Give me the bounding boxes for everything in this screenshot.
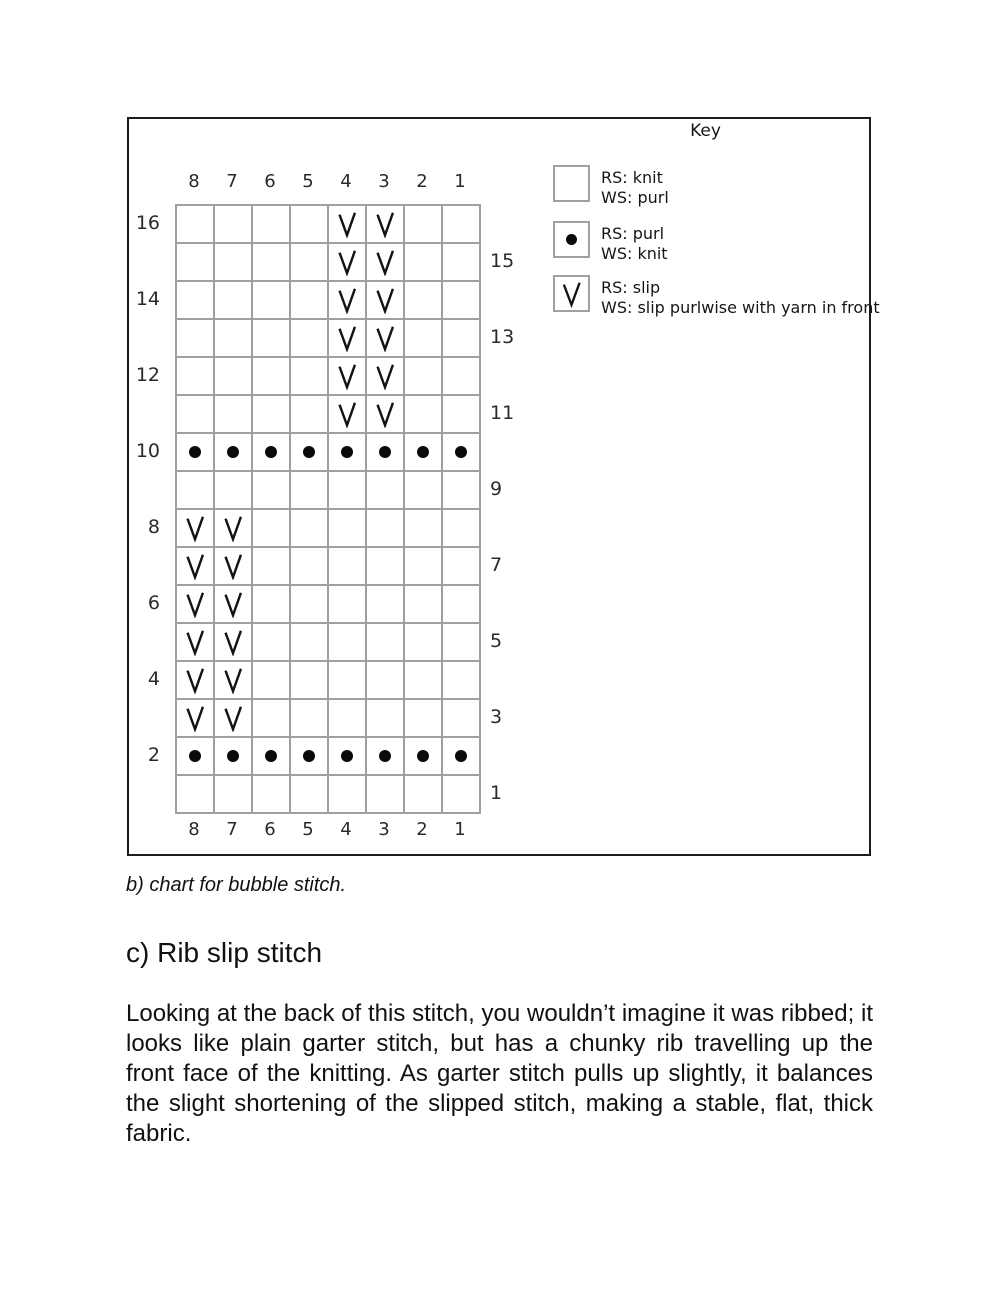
chart-cell — [366, 737, 404, 775]
chart-cell — [176, 395, 214, 433]
col-label: 4 — [340, 819, 352, 840]
chart-cell — [252, 281, 290, 319]
chart-cell — [404, 737, 442, 775]
key-entry-line: RS: knit — [601, 168, 663, 187]
col-label: 5 — [302, 171, 314, 192]
col-label: 1 — [454, 819, 466, 840]
chart-cell — [214, 205, 252, 243]
purl-dot-icon — [566, 234, 577, 245]
purl-dot-icon — [379, 446, 391, 458]
chart-cell — [290, 395, 328, 433]
chart-cell — [290, 357, 328, 395]
chart-cell — [252, 775, 290, 813]
figure-caption: b) chart for bubble stitch. — [126, 874, 347, 896]
chart-cell — [290, 205, 328, 243]
col-label: 3 — [378, 171, 390, 192]
col-label: 6 — [264, 819, 276, 840]
purl-dot-icon — [341, 750, 353, 762]
chart-cell — [404, 661, 442, 699]
chart-cell — [404, 471, 442, 509]
chart-cell — [404, 585, 442, 623]
chart-cell — [442, 585, 480, 623]
col-label: 7 — [226, 171, 238, 192]
chart-cell — [214, 585, 252, 623]
chart-cell — [442, 547, 480, 585]
row-label: 2 — [147, 744, 160, 766]
row-label — [490, 204, 530, 242]
chart-cell — [214, 357, 252, 395]
chart-cell — [442, 471, 480, 509]
section-heading: c) Rib slip stitch — [126, 937, 323, 968]
key-title: Key — [690, 121, 721, 141]
chart-cell — [252, 737, 290, 775]
chart-cell — [328, 509, 366, 547]
slip-v-icon — [219, 514, 247, 542]
chart-cell — [214, 699, 252, 737]
key-entry-purl — [601, 224, 668, 263]
col-label: 2 — [416, 171, 428, 192]
chart-cell — [252, 395, 290, 433]
chart-cell — [366, 471, 404, 509]
slip-v-icon — [219, 704, 247, 732]
key-entry-slip — [601, 278, 880, 317]
purl-dot-icon — [417, 750, 429, 762]
purl-dot-icon — [417, 446, 429, 458]
row-label — [490, 584, 530, 622]
chart-cell — [252, 471, 290, 509]
chart-cell — [290, 433, 328, 471]
chart-cell — [366, 699, 404, 737]
row-label: 12 — [135, 364, 160, 386]
row-label: 6 — [147, 592, 160, 614]
key-entry-line: WS: slip purlwise with yarn in front — [601, 297, 880, 317]
purl-dot-icon — [227, 750, 239, 762]
chart-cell — [176, 357, 214, 395]
slip-v-icon — [181, 628, 209, 656]
row-label — [129, 774, 167, 812]
purl-dot-icon — [189, 446, 201, 458]
chart-cell — [366, 775, 404, 813]
slip-v-icon — [333, 210, 361, 238]
chart-cell — [252, 205, 290, 243]
row-label: 14 — [135, 288, 160, 310]
chart-cell — [328, 471, 366, 509]
row-label — [129, 470, 167, 508]
chart-cell — [290, 775, 328, 813]
slip-v-icon — [181, 590, 209, 618]
col-label: 6 — [264, 171, 276, 192]
row-label: 9 — [490, 478, 503, 500]
slip-v-icon — [181, 666, 209, 694]
chart-cell — [214, 509, 252, 547]
chart-cell — [214, 623, 252, 661]
chart-cell — [442, 509, 480, 547]
chart-cell — [366, 281, 404, 319]
col-label: 7 — [226, 819, 238, 840]
chart-cell — [328, 395, 366, 433]
chart-cell — [328, 319, 366, 357]
row-label — [129, 318, 167, 356]
slip-v-icon — [371, 286, 399, 314]
chart-cell — [442, 433, 480, 471]
chart-cell — [404, 775, 442, 813]
chart-cell — [442, 775, 480, 813]
chart-cell — [366, 205, 404, 243]
col-label: 1 — [454, 171, 466, 192]
chart-cell — [328, 623, 366, 661]
chart-cell — [252, 243, 290, 281]
row-label: 16 — [135, 212, 160, 234]
slip-v-icon — [181, 514, 209, 542]
chart-cell — [366, 243, 404, 281]
chart-cell — [176, 243, 214, 281]
chart-cell — [328, 775, 366, 813]
col-label: 3 — [378, 819, 390, 840]
key-swatch-purl — [553, 221, 590, 258]
chart-cell — [328, 433, 366, 471]
row-labels-right — [490, 204, 530, 812]
row-label: 7 — [490, 554, 503, 576]
row-labels-left — [129, 204, 167, 812]
purl-dot-icon — [341, 446, 353, 458]
row-label: 3 — [490, 706, 503, 728]
row-label: 11 — [490, 402, 515, 424]
chart-cell — [328, 737, 366, 775]
chart-cell — [366, 623, 404, 661]
key-swatch-slip — [553, 275, 590, 312]
chart-cell — [176, 509, 214, 547]
purl-dot-icon — [189, 750, 201, 762]
chart-cell — [404, 433, 442, 471]
row-label — [490, 660, 530, 698]
chart-cell — [290, 661, 328, 699]
purl-dot-icon — [227, 446, 239, 458]
chart-cell — [176, 471, 214, 509]
chart-cell — [214, 395, 252, 433]
chart-cell — [404, 281, 442, 319]
chart-cell — [442, 395, 480, 433]
chart-cell — [214, 547, 252, 585]
chart-cell — [442, 661, 480, 699]
chart-cell — [404, 623, 442, 661]
chart-cell — [252, 357, 290, 395]
slip-v-icon — [181, 704, 209, 732]
chart-cell — [290, 243, 328, 281]
slip-v-icon — [219, 666, 247, 694]
row-label: 1 — [490, 782, 503, 804]
row-label — [129, 622, 167, 660]
chart-cell — [328, 243, 366, 281]
chart-cell — [366, 319, 404, 357]
chart-cell — [366, 661, 404, 699]
row-label — [490, 432, 530, 470]
slip-v-icon — [181, 552, 209, 580]
col-labels-bottom — [175, 820, 479, 840]
key-entry-line: RS: slip — [601, 278, 661, 297]
chart-cell — [290, 509, 328, 547]
chart-cell — [214, 471, 252, 509]
chart-cell — [252, 433, 290, 471]
chart-cell — [404, 395, 442, 433]
purl-dot-icon — [303, 750, 315, 762]
chart-cell — [252, 699, 290, 737]
chart-cell — [442, 623, 480, 661]
chart-cell — [442, 699, 480, 737]
row-label — [129, 394, 167, 432]
chart-cell — [366, 585, 404, 623]
chart-cell — [328, 357, 366, 395]
chart-cell — [214, 775, 252, 813]
chart-cell — [366, 357, 404, 395]
key-entry-line: WS: purl — [601, 187, 669, 207]
chart-cell — [442, 319, 480, 357]
chart-cell — [214, 281, 252, 319]
chart-cell — [328, 205, 366, 243]
slip-v-icon — [558, 280, 585, 308]
slip-v-icon — [333, 248, 361, 276]
chart-cell — [176, 319, 214, 357]
chart-cell — [366, 547, 404, 585]
chart-cell — [404, 319, 442, 357]
chart-cell — [328, 699, 366, 737]
chart-cell — [252, 661, 290, 699]
chart-cell — [290, 699, 328, 737]
body-paragraph: Looking at the back of this stitch, you wouldn’t imagine it was ribbed; it looks like plain garter stitch, but has a chunky rib travelling up the front face of the knitting. As garter stitch pulls up slightly, it balances the slight shortening of the slipped stitch, making a stable, flat, thick fabric. — [126, 1000, 873, 1147]
row-label: 5 — [490, 630, 503, 652]
chart-cell — [214, 319, 252, 357]
row-label — [129, 698, 167, 736]
chart-cell — [404, 357, 442, 395]
chart-cell — [328, 281, 366, 319]
chart-cell — [214, 243, 252, 281]
chart-cell — [366, 395, 404, 433]
chart-cell — [252, 319, 290, 357]
chart-cell — [442, 243, 480, 281]
chart-cell — [442, 281, 480, 319]
chart-cell — [404, 243, 442, 281]
key-swatch-knit — [553, 165, 590, 202]
knitting-chart-figure — [127, 117, 880, 856]
col-label: 8 — [188, 819, 200, 840]
row-label: 15 — [490, 250, 515, 272]
chart-cell — [176, 775, 214, 813]
chart-cell — [252, 547, 290, 585]
chart-cell — [442, 205, 480, 243]
row-label — [129, 242, 167, 280]
row-label: 8 — [147, 516, 160, 538]
purl-dot-icon — [303, 446, 315, 458]
purl-dot-icon — [455, 750, 467, 762]
chart-cell — [404, 547, 442, 585]
col-label: 5 — [302, 819, 314, 840]
slip-v-icon — [371, 248, 399, 276]
key-entry-line: RS: purl — [601, 224, 665, 243]
chart-cell — [366, 509, 404, 547]
chart-cell — [290, 319, 328, 357]
slip-v-icon — [371, 210, 399, 238]
chart-cell — [404, 205, 442, 243]
chart-cell — [290, 585, 328, 623]
chart-cell — [252, 623, 290, 661]
slip-v-icon — [333, 362, 361, 390]
chart-cell — [214, 433, 252, 471]
col-label: 2 — [416, 819, 428, 840]
chart-cell — [176, 661, 214, 699]
chart-cell — [176, 547, 214, 585]
slip-v-icon — [371, 400, 399, 428]
chart-cell — [176, 737, 214, 775]
slip-v-icon — [371, 324, 399, 352]
chart-cell — [176, 433, 214, 471]
slip-v-icon — [371, 362, 399, 390]
slip-v-icon — [219, 552, 247, 580]
chart-cell — [176, 699, 214, 737]
row-label — [490, 280, 530, 318]
key-entry-line: WS: knit — [601, 243, 668, 263]
chart-cell — [404, 699, 442, 737]
row-label — [490, 356, 530, 394]
slip-v-icon — [333, 400, 361, 428]
purl-dot-icon — [379, 750, 391, 762]
col-label: 8 — [188, 171, 200, 192]
row-label: 10 — [135, 440, 160, 462]
slip-v-icon — [333, 286, 361, 314]
chart-cell — [214, 737, 252, 775]
chart-cell — [176, 205, 214, 243]
chart-cell — [290, 547, 328, 585]
chart-cell — [252, 509, 290, 547]
slip-v-icon — [219, 590, 247, 618]
row-label — [129, 546, 167, 584]
chart-cell — [366, 433, 404, 471]
chart-cell — [290, 737, 328, 775]
chart-cell — [328, 661, 366, 699]
purl-dot-icon — [455, 446, 467, 458]
row-label: 13 — [490, 326, 515, 348]
chart-cell — [290, 281, 328, 319]
chart-cell — [404, 509, 442, 547]
chart-cell — [252, 585, 290, 623]
chart-cell — [328, 585, 366, 623]
col-label: 4 — [340, 171, 352, 192]
chart-cell — [290, 471, 328, 509]
slip-v-icon — [219, 628, 247, 656]
chart-cell — [176, 623, 214, 661]
chart-cell — [214, 661, 252, 699]
slip-v-icon — [333, 324, 361, 352]
chart-grid — [175, 204, 481, 814]
chart-cell — [328, 547, 366, 585]
row-label — [490, 736, 530, 774]
row-label — [490, 508, 530, 546]
chart-cell — [442, 737, 480, 775]
chart-cell — [176, 281, 214, 319]
key-entry-knit — [601, 168, 669, 207]
chart-cell — [290, 623, 328, 661]
col-labels-top — [175, 172, 479, 192]
row-label: 4 — [147, 668, 160, 690]
purl-dot-icon — [265, 750, 277, 762]
chart-cell — [442, 357, 480, 395]
chart-cell — [176, 585, 214, 623]
purl-dot-icon — [265, 446, 277, 458]
